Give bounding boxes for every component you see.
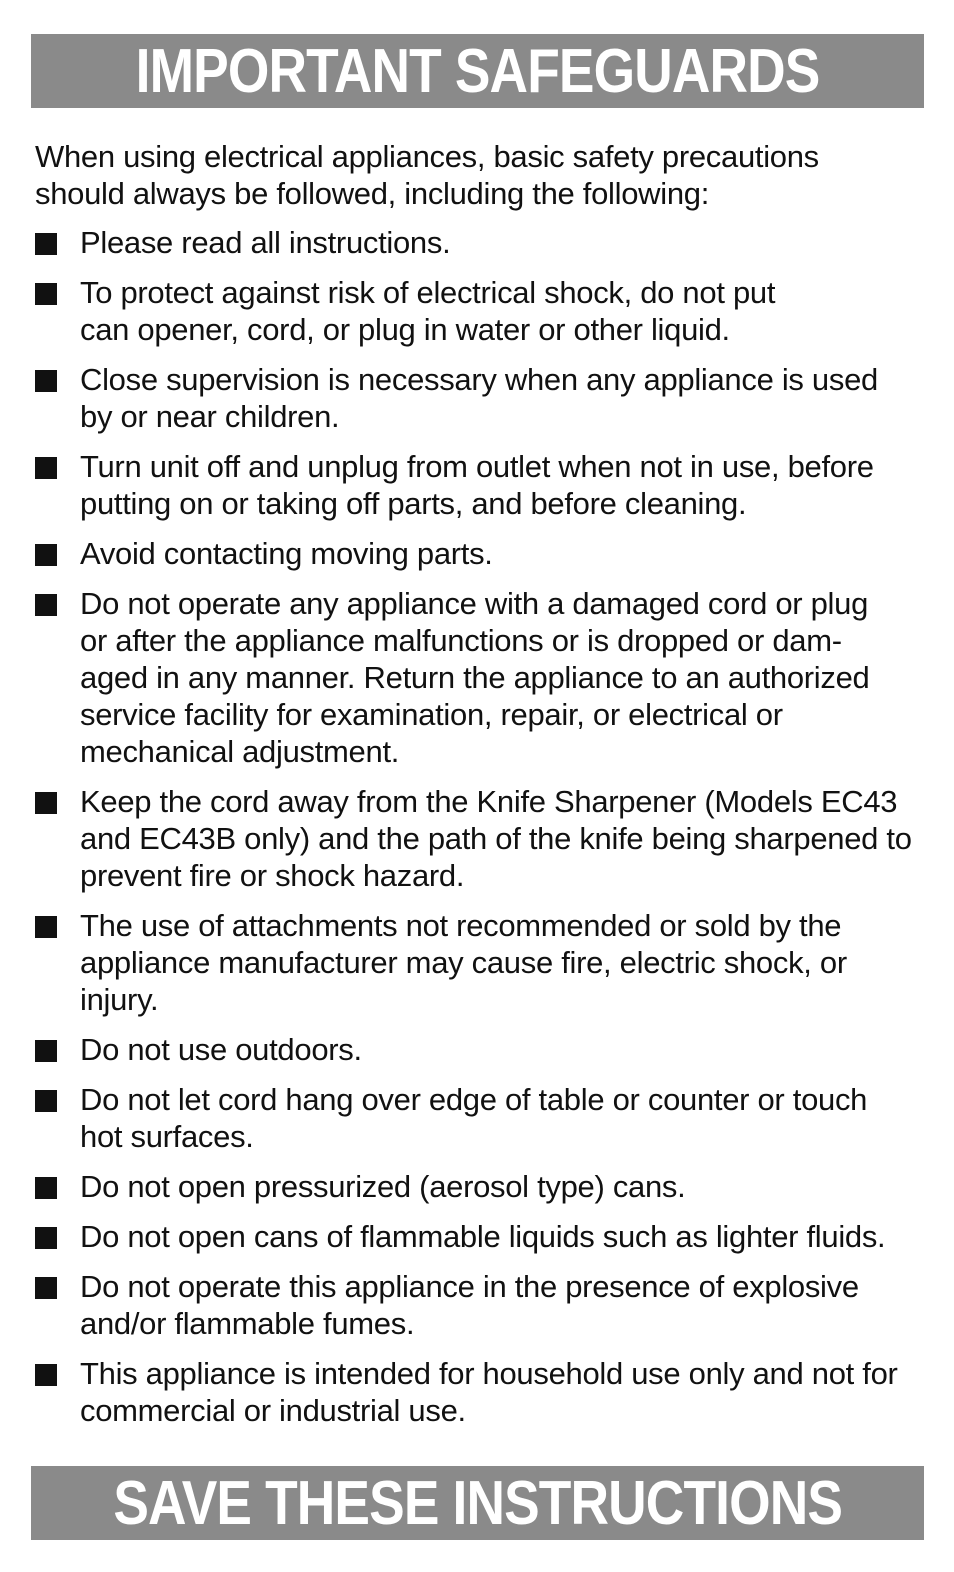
list-item-text: Do not open pressurized (aerosol type) cans. [80,1169,686,1204]
footer-banner [31,1466,924,1540]
list-item-text: Do not use outdoors. [80,1032,362,1067]
square-bullet-icon [35,544,57,566]
list-item-text: service facility for examination, repair, or electrical or [80,697,783,732]
list-item-text: Do not operate any appliance with a damaged cord or plug [80,586,869,621]
list-item [35,1355,925,1429]
list-item-text: commercial or industrial use. [80,1393,466,1428]
square-bullet-icon [35,1364,57,1386]
square-bullet-icon [35,283,57,305]
footer-title: SAVE THESE INSTRUCTIONS [113,1468,842,1538]
list-item [35,224,925,261]
list-item [35,1218,925,1255]
list-item-text: and EC43B only) and the path of the knife being sharpened to [80,821,912,856]
page-title: IMPORTANT SAFEGUARDS [135,36,820,106]
square-bullet-icon [35,916,57,938]
list-item [35,1081,925,1155]
list-item [35,361,925,435]
list-item-text: prevent fire or shock hazard. [80,858,465,893]
intro-paragraph [35,138,915,212]
list-item [35,1168,925,1205]
square-bullet-icon [35,370,57,392]
list-item-text: This appliance is intended for household use only and not for [80,1356,898,1391]
intro-line: When using electrical appliances, basic safety precautions [35,139,819,174]
list-item [35,585,925,770]
list-item-text: To protect against risk of electrical shock, do not put [80,275,776,310]
square-bullet-icon [35,233,57,255]
list-item [35,535,925,572]
square-bullet-icon [35,1227,57,1249]
square-bullet-icon [35,1277,57,1299]
square-bullet-icon [35,594,57,616]
list-item-text: putting on or taking off parts, and before cleaning. [80,486,747,521]
list-item-text: Please read all instructions. [80,225,451,260]
list-item-text: Turn unit off and unplug from outlet when not in use, before [80,449,874,484]
list-item-text: or after the appliance malfunctions or is dropped or dam- [80,623,842,658]
list-item-text: can opener, cord, or plug in water or other liquid. [80,312,730,347]
list-item-text: and/or flammable fumes. [80,1306,415,1341]
list-item-text: by or near children. [80,399,340,434]
safeguard-list [35,224,925,1442]
square-bullet-icon [35,1040,57,1062]
list-item-text: Do not let cord hang over edge of table or counter or touch [80,1082,868,1117]
square-bullet-icon [35,457,57,479]
list-item-text: hot surfaces. [80,1119,254,1154]
list-item-text: Do not operate this appliance in the presence of explosive [80,1269,859,1304]
list-item-text: appliance manufacturer may cause fire, electric shock, or [80,945,847,980]
header-banner [31,34,924,108]
list-item-text: Avoid contacting moving parts. [80,536,493,571]
list-item [35,907,925,1018]
list-item [35,274,925,348]
list-item-text: The use of attachments not recommended or sold by the [80,908,842,943]
list-item-text: Keep the cord away from the Knife Sharpener (Models EC43 [80,784,898,819]
square-bullet-icon [35,1177,57,1199]
list-item [35,1031,925,1068]
list-item-text: aged in any manner. Return the appliance to an authorized [80,660,870,695]
list-item [35,448,925,522]
list-item-text: Close supervision is necessary when any appliance is used [80,362,878,397]
list-item [35,783,925,894]
list-item-text: Do not open cans of flammable liquids such as lighter fluids. [80,1219,886,1254]
square-bullet-icon [35,792,57,814]
square-bullet-icon [35,1090,57,1112]
list-item-text: injury. [80,982,159,1017]
list-item [35,1268,925,1342]
intro-line: should always be followed, including the following: [35,176,710,211]
list-item-text: mechanical adjustment. [80,734,400,769]
